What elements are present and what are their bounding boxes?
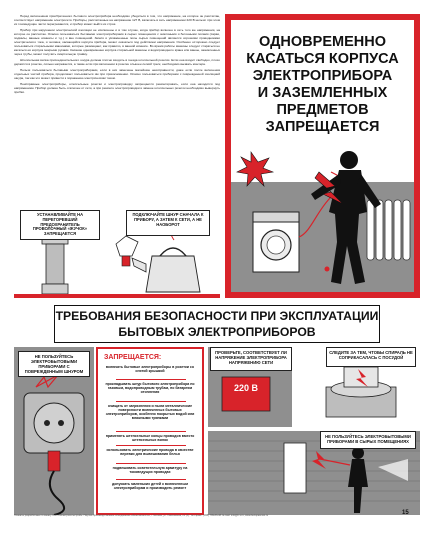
poster	[14, 14, 420, 524]
rule-item: подвешивать осветительную арматуру на токоведущих проводах	[112, 466, 188, 475]
pot-icon	[344, 367, 378, 387]
warning-banner-inner	[231, 20, 414, 292]
warning-title-line: ЗАПРЕЩАЕТСЯ	[265, 119, 380, 135]
intro-paragraph: Штепсельная вилка присоединительного шнура должна плотно входить в гнезда штепсельной розетки. Если она входит свободно, плохо держится в розетке, сильно нагревается, а также если при включении в розетке слышен легкий треск, необходимо вызвать монтера.	[14, 58, 220, 66]
damaged-cord-panel	[14, 347, 94, 515]
rule-item: прокладывать шнур бытового электроприбора по газовым, водопроводным трубам, по батареям отопления	[105, 382, 195, 395]
warning-title-line: КАСАТЬСЯ КОРПУСА	[246, 51, 399, 67]
intro-text	[14, 14, 220, 204]
warning-title	[231, 34, 414, 136]
warning-title-line: ЭЛЕКТРОПРИБОРА	[252, 68, 393, 84]
intro-paragraph: Прибор при нарушении электрической изоляции не исключены и в том случае, когда прибор включен в сеть того же напряжения, на которое он рассчитан. Опасно пользоваться бытовыми электроприборами в сырых помещениях с земляными и бетонными полами (сараи, подвалы, ванные комнаты и т.д.) и вне помещений. Земля и увлажненные полы сырых помещений являются хорошими проводниками электрического тока, и человек, касающийся корпуса прибора, может оказаться под действием напряжения. Особенно осторожно следует пользоваться стиральными машинами, которые размещают, как правило, в ванной комнате. Во время работы машины следует стараться не касаться её корпуса мокрыми руками. Касание одновременно корпуса стиральной машины и водопроводного крана или ванны, заземленных через трубы, может получить смертельную травму.	[14, 28, 220, 56]
page-number: 15	[402, 510, 409, 516]
intro-paragraph: Перед включением приобретенного бытового электроприбора необходимо убедиться в том, что напряжение, на которое он рассчитан, соответствует напряжению электросети. Приборы, рассчитанные на напряжение 127 В, включать в сеть напряжением 220 В нельзя: при этом их токоведущие части перегреваются, и прибор может выйти из строя.	[14, 14, 220, 26]
prohibitions-title: ЗАПРЕЩАЕТСЯ:	[104, 354, 162, 361]
footer-text: Плакаты разработаны по заказу ОАО «Электросетьстрой». Научно-производственное объединение «Безопасность», г. Москва, ул. Павловская, 21 (б). Тел./факс: (495) 789-86-38. E-mail: info@b-v.ru, www.bezopasnost.ru	[14, 514, 269, 517]
section-heading	[54, 305, 380, 343]
section-heading-line: БЫТОВЫХ ЭЛЕКТРОПРИБОРОВ	[118, 325, 316, 339]
warning-title-line: ОДНОВРЕМЕННО	[259, 34, 386, 50]
rule-item: использовать электрические провода в качестве веревки для вывешивания белья	[106, 448, 194, 457]
warning-title-line: ПРЕДМЕТОВ	[276, 102, 369, 118]
warning-banner	[225, 14, 420, 298]
rule-item: включать бытовые электроприборы в розетки со снятой крышкой	[105, 365, 195, 374]
plug-icon	[325, 267, 330, 272]
intro-paragraph: Нельзя пользоваться бытовыми электроприборами, если в них замечены малейшие неисправности, даже если после включения отдельных частей прибора, продолжает пользоваться им при прикосновении. Опасно пользоваться приборами с поврежденной изоляцией шнура, так как это может привести к поражению электрическим током.	[14, 68, 220, 80]
washing-machine-illustration	[253, 212, 299, 272]
section-heading-line: ТРЕБОВАНИЯ БЕЗОПАСНОСТИ ПРИ ЭКСПЛУАТАЦИИ	[55, 309, 379, 323]
rule-item: допускать маленьких детей к включенным электроприборам и производить ремонт	[112, 482, 188, 491]
stove-caption: СЛЕДИТЕ ЗА ТЕМ, ЧТОБЫ СПИРАЛЬ НЕ СОПРИКАСАЛАСЬ С ПОСУДОЙ	[326, 347, 416, 367]
appliance-checks-panel	[208, 347, 420, 515]
appliance-illustrations	[14, 206, 220, 298]
damp-rooms-caption: НЕ ПОЛЬЗУЙТЕСЬ ЭЛЕКТРОБЫТОВЫМИ ПРИБОРАМИ В СЫРЫХ ПОМЕЩЕНИЯХ	[320, 431, 416, 449]
voltage-caption: ПРОВЕРЬТЕ, СООТВЕТСТВУЕТ ЛИ НАПРЯЖЕНИЕ ЭЛЕКТРОПРИБОРА НАПРЯЖЕНИЮ СЕТИ	[210, 347, 292, 371]
rule-item: очищать от загрязнения и пыли металлические поверхности включенных бытовых электроприборов, особенно покрытых водой или влажными тряпками	[105, 404, 195, 421]
voltage-value: 220 В	[233, 383, 259, 393]
cord-order-note: ПОДКЛЮЧАЙТЕ ШНУР СНАЧАЛА К ПРИБОРУ, А ЗАТЕМ К СЕТИ, А НЕ НАОБОРОТ	[126, 210, 210, 236]
fuse-note: УСТАНАВЛИВАЙТЕ НА ПЕРЕГОРЕВШИЙ ПРЕДОХРАНИТЕЛЬ ПРОВОЛОЧНЫЙ «ЖУЧОК» ЗАПРЕЩАЕТСЯ	[20, 210, 100, 240]
shock-illustration	[231, 142, 414, 292]
radiator-illustration	[367, 200, 410, 260]
intro-paragraph: Неисправные электроприборы, штепсельные розетки и электропроводку запрещается ремонтировать, если она находится под напряжением. Прибор должен быть отключен от сети, а при ремонте электропроводки и замене штепсельных розеток необходимо вывернуть пробки.	[14, 82, 220, 94]
damaged-cord-caption: НЕ ПОЛЬЗУЙТЕСЬ ЭЛЕКТРОБЫТОВЫМИ ПРИБОРАМИ С ПОВРЕЖДЕННЫМ ШНУРОМ	[18, 351, 90, 377]
rule-item: применять штепсельные концы проводов вместо штепсельных вилок	[105, 434, 195, 443]
warning-title-line: И ЗАЗЕМЛЕННЫХ	[257, 85, 388, 101]
prohibitions-panel	[96, 347, 204, 515]
